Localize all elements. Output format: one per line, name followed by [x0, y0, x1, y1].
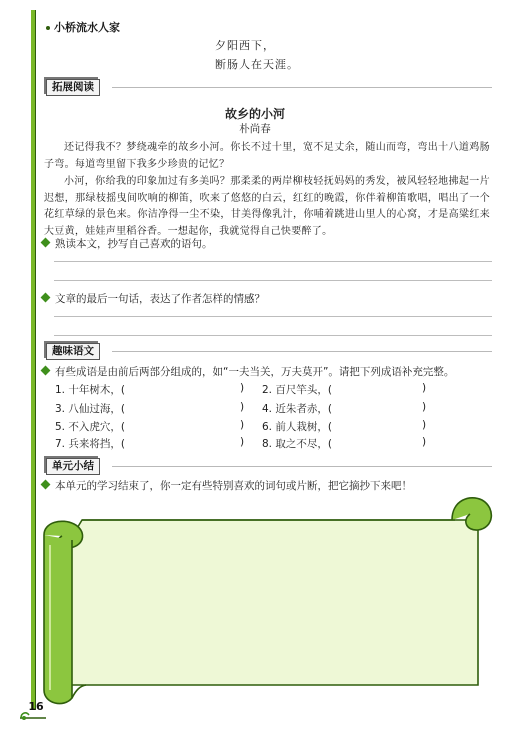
- story-title: 故乡的小河: [224, 107, 285, 121]
- idiom-item-7[interactable]: 7. 兵来将挡，( ): [55, 436, 245, 450]
- story-paragraph-2: 小河，你给我的印象加过有多美吗？那柔柔的两岸柳枝轻抚妈妈的秀发，被风轻轻地拂起一片迟想，那绿枝摇曳间吹响的柳笛，吹来了悠悠的白云，红红的晚霞，你伴着柳笛歌唱，唱出了一个花红草绿的景色来。你洁净得一尘不染，甘美得像乳汁，你哺着跳进山里人的心窝，才是高粱红来大豆黄，娃娃声里稻谷香。一想起你，我就觉得自己快要醉了。: [44, 176, 490, 237]
- poem-line-1: 夕阳西下，: [215, 39, 275, 52]
- question-1-text: 熟读本文，抄写自己喜欢的语句。: [55, 238, 213, 250]
- series-title-text: 小桥流水人家: [54, 21, 120, 34]
- poem-line-2: 断肠人在天涯。: [215, 58, 299, 71]
- page-number: 16: [28, 700, 44, 713]
- idiom-item-4[interactable]: 4. 近朱者赤，( ): [262, 401, 427, 415]
- section-tag-summary: 单元小结: [46, 458, 100, 475]
- section-tag-fun: 趣味语文: [46, 343, 100, 360]
- idiom-item-6[interactable]: 6. 前人栽树，( ): [262, 419, 427, 433]
- question-3-text: 有些成语是由前后两部分组成的，如“一夫当关，万夫莫开”。请把下列成语补充完整。: [55, 366, 455, 378]
- idiom-item-8[interactable]: 8. 取之不尽，( ): [262, 436, 427, 450]
- idiom-item-1[interactable]: 1. 十年树木，( ): [55, 382, 245, 396]
- idiom-item-3[interactable]: 3. 八仙过海，( ): [55, 401, 245, 415]
- idiom-item-2[interactable]: 2. 百尺竿头，( ): [262, 382, 427, 396]
- story-paragraph-1: 还记得我不？梦绕魂牵的故乡小河。你长不过十里，宽不足丈余，随山而弯，弯出十八道鸡肠子弯。每道弯里留下我多少珍贵的记忆？: [44, 142, 490, 170]
- question-4-text: 本单元的学习结束了，你一定有些特别喜欢的词句或片断，把它摘抄下来吧！: [55, 480, 412, 492]
- section-tag-reading: 拓展阅读: [46, 79, 100, 96]
- question-2-text: 文章的最后一句话，表达了作者怎样的情感？: [55, 293, 265, 305]
- story-author: 朴尚春: [239, 123, 271, 135]
- idiom-item-5[interactable]: 5. 不入虎穴，( ): [55, 419, 245, 433]
